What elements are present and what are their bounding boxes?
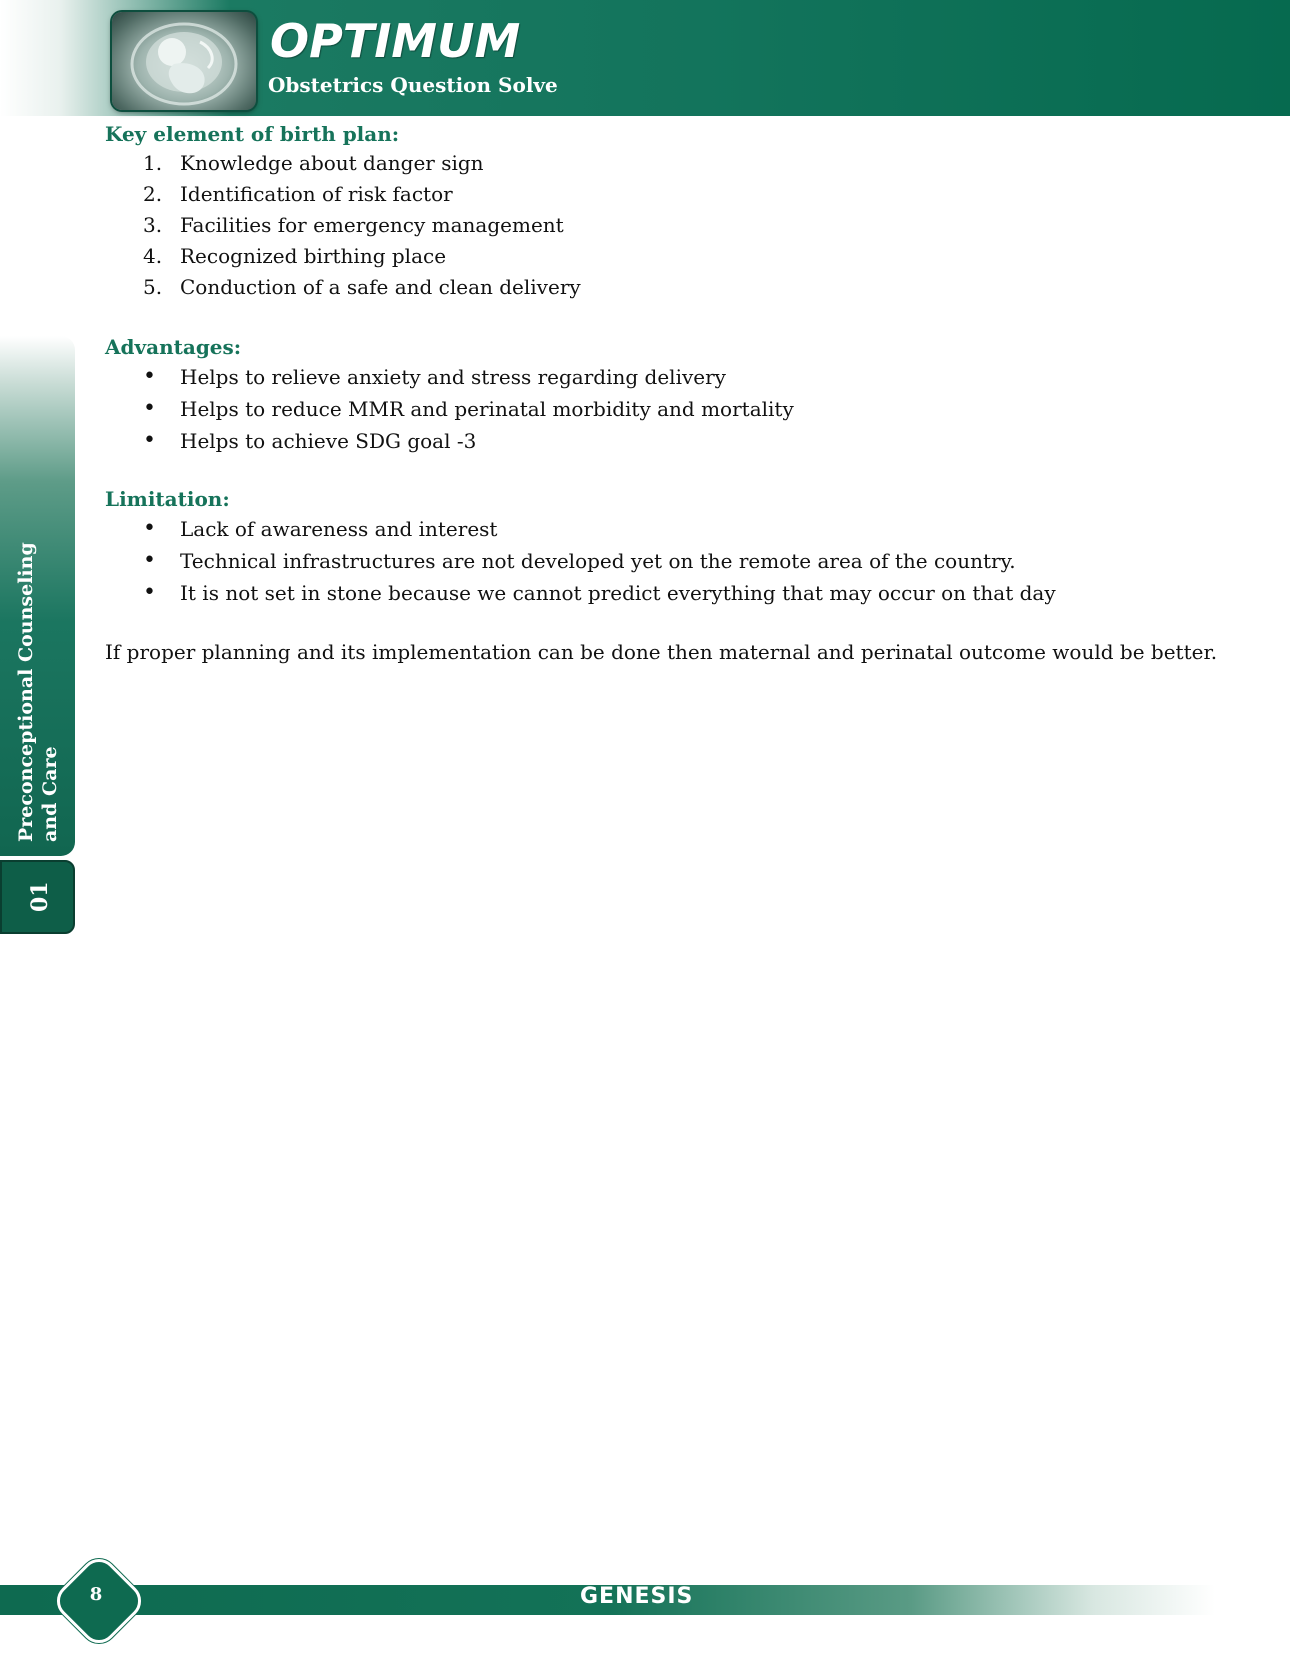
section-heading-advantages: Advantages: xyxy=(105,335,242,359)
chapter-title xyxy=(14,542,62,842)
key-elements-list xyxy=(105,148,1225,303)
list-item: • Technical infrastructures are not developed yet on the remote area of the country. xyxy=(143,548,1016,573)
list-item: • Helps to relieve anxiety and stress regarding delivery xyxy=(143,364,726,389)
list-item: 4. Recognized birthing place xyxy=(143,244,447,268)
list-item: 5. Conduction of a safe and clean delivery xyxy=(143,275,581,299)
limitation-list xyxy=(105,513,1225,609)
main-content xyxy=(105,120,1225,667)
list-item: 3. Facilities for emergency management xyxy=(143,213,564,237)
list-item: • Helps to reduce MMR and perinatal morbidity and mortality xyxy=(143,396,794,421)
list-item: • Lack of awareness and interest xyxy=(143,516,498,541)
list-item: • It is not set in stone because we cannot predict everything that may occur on that day xyxy=(143,580,1056,605)
fetus-in-womb-icon xyxy=(112,12,256,110)
brand-subtitle: Obstetrics Question Solve xyxy=(268,73,558,97)
advantages-list xyxy=(105,361,1225,457)
footer-title: GENESIS xyxy=(580,1584,694,1609)
list-item: 2. Identification of risk factor xyxy=(143,182,453,206)
chapter-title-line1: Preconceptional Counseling xyxy=(15,542,37,842)
conclusion-paragraph: If proper planning and its implementation can be done then maternal and perinatal outcome would be better. xyxy=(105,640,1218,664)
section-heading-limitation: Limitation: xyxy=(105,487,230,511)
list-item: • Helps to achieve SDG goal -3 xyxy=(143,428,477,453)
chapter-number: 01 xyxy=(27,881,53,912)
chapter-title-line2: and Care xyxy=(39,746,61,842)
page-number: 8 xyxy=(89,1584,103,1605)
list-item: 1. Knowledge about danger sign xyxy=(143,151,484,175)
brand-title: OPTIMUM xyxy=(270,14,521,68)
section-heading-key-elements: Key element of birth plan: xyxy=(105,122,400,146)
